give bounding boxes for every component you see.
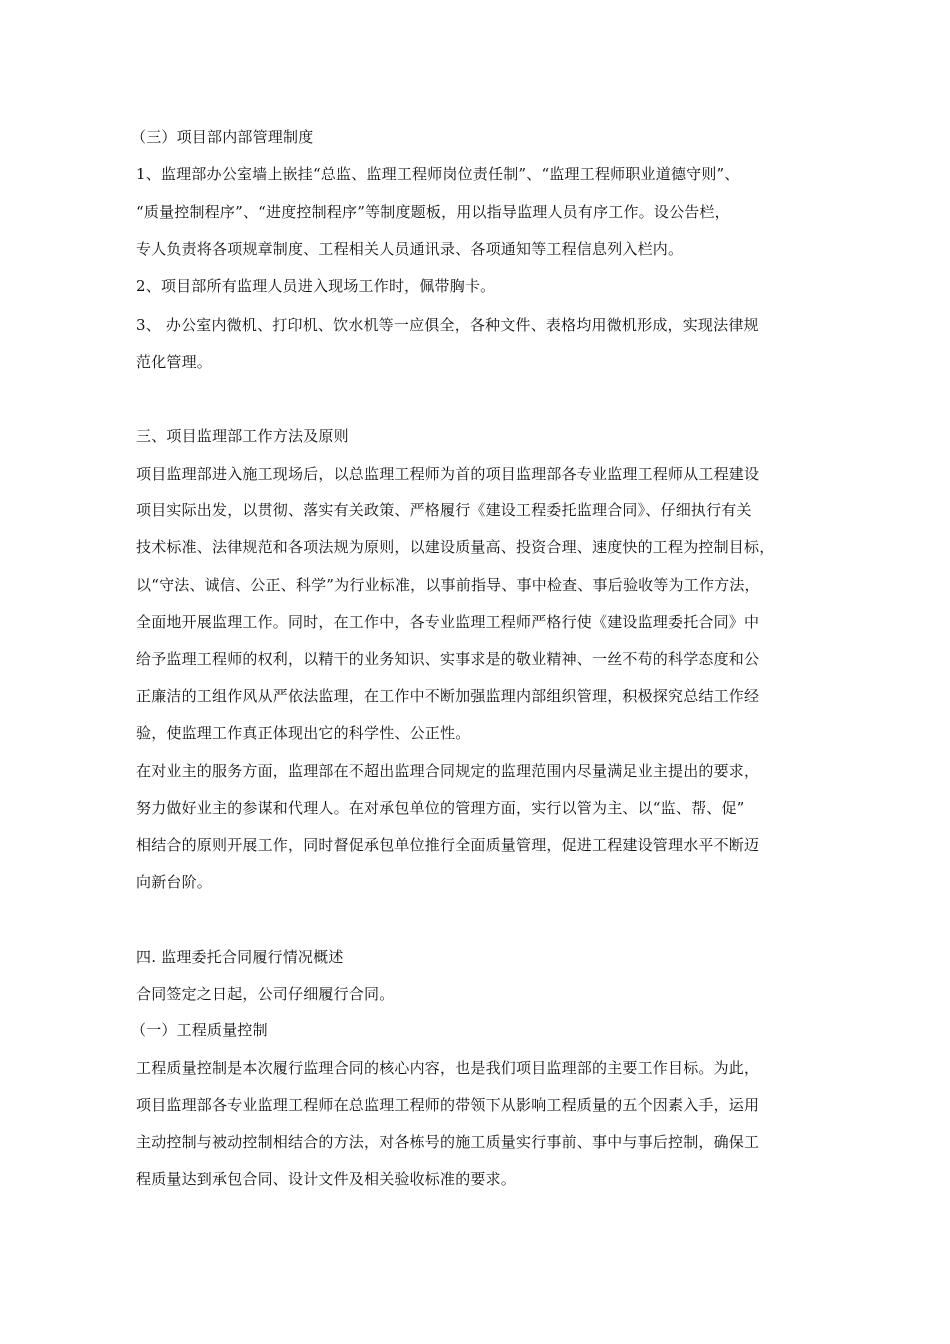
paragraph-line: 以“守法、诚信、公正、科学”为行业标准，以事前指导、事中检查、事后验收等为工作方法， bbox=[136, 576, 760, 594]
paragraph-line: 正廉洁的工组作风从严依法监理，在工作中不断加强监理内部组织管理，积极探究总结工作经 bbox=[136, 687, 760, 705]
paragraph-line: 项目监理部进入施工现场后，以总监理工程师为首的项目监理部各专业监理工程师从工程建设 bbox=[136, 465, 760, 483]
paragraph-line: “质量控制程序”、“进度控制程序”等制度题板，用以指导监理人员有序工作。设公告栏， bbox=[136, 203, 730, 221]
paragraph-line: 努力做好业主的参谋和代理人。在对承包单位的管理方面，实行以管为主、以“监、帮、促” bbox=[136, 799, 745, 817]
paragraph-line: 专人负责将各项规章制度、工程相关人员通讯录、各项通知等工程信息列入栏内。 bbox=[136, 240, 684, 258]
paragraph-line: 验，使监理工作真正体现出它的科学性、公正性。 bbox=[136, 724, 471, 742]
paragraph-line: 工程质量控制是本次履行监理合同的核心内容，也是我们项目监理部的主要工作目标。为此， bbox=[136, 1059, 760, 1077]
paragraph-line: 向新台阶。 bbox=[136, 873, 213, 891]
paragraph-line: 全面地开展监理工作。同时，在工作中，各专业监理工程师严格行使《建设监理委托合同》中 bbox=[136, 613, 760, 631]
paragraph-line: 2、项目部所有监理人员进入现场工作时，佩带胸卡。 bbox=[136, 277, 496, 295]
paragraph-line: 合同签定之日起，公司仔细履行合同。 bbox=[136, 985, 395, 1003]
paragraph-line: 1、监理部办公室墙上嵌挂“总监、监理工程师岗位责任制”、“监理工程师职业道德守则”、 bbox=[136, 165, 740, 183]
section-heading-contract-performance: 四. 监理委托合同履行情况概述 bbox=[136, 948, 344, 966]
paragraph-line: 技术标准、法律规范和各项法规为原则，以建设质量高、投资合理、速度快的工程为控制目标， bbox=[136, 538, 775, 556]
section-heading-quality-control: （一）工程质量控制 bbox=[131, 1021, 268, 1039]
paragraph-line: 相结合的原则开展工作，同时督促承包单位推行全面质量管理，促进工程建设管理水平不断迈 bbox=[136, 836, 760, 854]
paragraph-line: 程质量达到承包合同、设计文件及相关验收标准的要求。 bbox=[136, 1170, 517, 1188]
paragraph-line: 范化管理。 bbox=[136, 353, 213, 371]
section-heading-internal-management: （三）项目部内部管理制度 bbox=[131, 128, 314, 146]
paragraph-line: 项目监理部各专业监理工程师在总监理工程师的带领下从影响工程质量的五个因素入手，运用 bbox=[136, 1096, 760, 1114]
paragraph-line: 项目实际出发，以贯彻、落实有关政策、严格履行《建设工程委托监理合同》、仔细执行有关 bbox=[136, 501, 752, 519]
paragraph-line: 主动控制与被动控制相结合的方法，对各栋号的施工质量实行事前、事中与事后控制，确保工 bbox=[136, 1133, 760, 1151]
section-heading-methods-principles: 三、项目监理部工作方法及原则 bbox=[136, 427, 349, 445]
paragraph-line: 3、 办公室内微机、打印机、饮水机等一应俱全，各种文件、表格均用微机形成，实现法律规 bbox=[136, 316, 759, 334]
paragraph-line: 给予监理工程师的权利，以精干的业务知识、实事求是的敬业精神、一丝不苟的科学态度和公 bbox=[136, 650, 760, 668]
paragraph-line: 在对业主的服务方面，监理部在不超出监理合同规定的监理范围内尽量满足业主提出的要求， bbox=[136, 762, 760, 780]
